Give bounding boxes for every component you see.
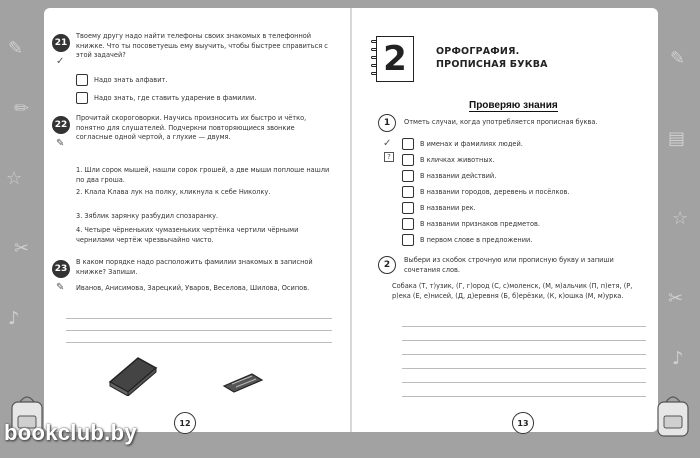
option-row[interactable] bbox=[402, 218, 540, 230]
exercise-number: 23 bbox=[52, 260, 70, 278]
option-row[interactable] bbox=[402, 138, 523, 150]
tongue-twister-item: 2. Клала Клава лук на полку, кликнула к себе Николку. bbox=[76, 188, 271, 196]
section-title-line: ОРФОГРАФИЯ. bbox=[436, 46, 520, 57]
exercise-2-text: Выбери из скобок строчную или прописную букву и запиши сочетания слов. bbox=[404, 256, 614, 274]
notebook-illustration bbox=[104, 352, 160, 396]
option-label: В первом слове в предложении. bbox=[420, 236, 533, 244]
option-row[interactable] bbox=[402, 234, 532, 246]
writing-line[interactable] bbox=[402, 396, 646, 397]
option-label: Надо знать, где ставить ударение в фамилии. bbox=[94, 94, 257, 102]
option-label: В названии действий. bbox=[420, 172, 497, 180]
names-list: Иванов, Анисимова, Зарецкий, Уваров, Веселова, Шилова, Осипов. bbox=[76, 284, 310, 292]
answer-checkbox[interactable] bbox=[402, 234, 414, 246]
option-label: В названии признаков предметов. bbox=[420, 220, 541, 228]
writing-line[interactable] bbox=[402, 340, 646, 341]
option-row[interactable] bbox=[402, 202, 476, 214]
exercise-1 bbox=[378, 114, 396, 132]
watermark: bookclub.by bbox=[4, 420, 137, 445]
exercise-22-text: Прочитай скороговорки. Научись произносить их быстро и чётко, понятно для слушателей. Подчеркни повторяющиеся звонкие согласные одной чертой, а глухие — двумя. bbox=[76, 114, 307, 141]
pencil-icon: ✎ bbox=[56, 138, 65, 149]
page-heading: Проверяю знания bbox=[469, 100, 558, 111]
tongue-twister-item: 3. Зяблик зарянку разбудил спозаранку. bbox=[76, 212, 219, 220]
option-label: В названии городов, деревень и посёлков. bbox=[420, 188, 570, 196]
exercise-2 bbox=[378, 256, 396, 274]
exercise-number: 1 bbox=[378, 114, 396, 132]
exercise-2-content: Собака (Т, т)узик, (Г, г)ород (С, с)моленск, (М, м)альчик (П, п)етя, (Р, р)ека (Е, е)нисей, (Д, д)еревня (Б, б)ерёзки, (К, к)ошка (М, м)урка. bbox=[392, 282, 633, 300]
section-title bbox=[436, 45, 548, 71]
pencil-doodle-icon: ✎ bbox=[8, 38, 24, 59]
checkmark-icon: ✓ bbox=[56, 56, 65, 67]
option-label: Надо знать алфавит. bbox=[94, 76, 168, 84]
star-doodle-icon: ☆ bbox=[6, 168, 23, 189]
clip-doodle-icon: ✂ bbox=[14, 238, 30, 259]
option-row[interactable] bbox=[76, 74, 167, 86]
pencil-doodle-icon: ✎ bbox=[670, 48, 686, 69]
answer-checkbox[interactable] bbox=[402, 138, 414, 150]
question-mark-icon: ? bbox=[384, 152, 394, 162]
ruler-doodle-icon: ✏ bbox=[14, 98, 30, 119]
answer-checkbox[interactable] bbox=[402, 202, 414, 214]
checkmark-icon: ✓ bbox=[383, 138, 392, 149]
option-row[interactable] bbox=[402, 186, 570, 198]
option-row[interactable] bbox=[402, 154, 495, 166]
exercise-number: 22 bbox=[52, 116, 70, 134]
option-label: В кличках животных. bbox=[420, 156, 495, 164]
note-doodle-icon: ♪ bbox=[672, 348, 684, 369]
chapter-number: 2 bbox=[376, 36, 414, 82]
book-spine bbox=[350, 8, 352, 432]
writing-line[interactable] bbox=[402, 368, 646, 369]
writing-line[interactable] bbox=[402, 382, 646, 383]
writing-line[interactable] bbox=[66, 318, 332, 319]
answer-checkbox[interactable] bbox=[402, 154, 414, 166]
page-number-right: 13 bbox=[512, 412, 534, 434]
answer-checkbox[interactable] bbox=[76, 74, 88, 86]
exercise-22 bbox=[52, 116, 70, 134]
writing-line[interactable] bbox=[66, 342, 332, 343]
exercise-number: 2 bbox=[378, 256, 396, 274]
exercise-1-text: Отметь случаи, когда употребляется прописная буква. bbox=[404, 118, 598, 126]
pencil-icon: ✎ bbox=[56, 282, 65, 293]
phone-illustration bbox=[220, 370, 266, 396]
writing-line[interactable] bbox=[66, 330, 332, 331]
answer-checkbox[interactable] bbox=[402, 218, 414, 230]
exercise-number: 21 bbox=[52, 34, 70, 52]
exercise-23 bbox=[52, 260, 70, 278]
answer-checkbox[interactable] bbox=[402, 170, 414, 182]
page-number-left: 12 bbox=[174, 412, 196, 434]
writing-line[interactable] bbox=[402, 354, 646, 355]
writing-line[interactable] bbox=[402, 326, 646, 327]
exercise-21-text: Твоему другу надо найти телефоны своих знакомых в телефонной книжке. Что ты посоветуешь ему выучить, чтобы быстрее справиться с этой задачей? bbox=[76, 32, 328, 59]
answer-checkbox[interactable] bbox=[76, 92, 88, 104]
section-title-line: ПРОПИСНАЯ БУКВА bbox=[436, 59, 548, 70]
tongue-twister-item: 1. Шли сорок мышей, нашли сорок грошей, а две мыши поплоше нашли по два гроша. bbox=[76, 166, 330, 184]
book-doodle-icon: ▤ bbox=[668, 128, 686, 149]
exercise-21 bbox=[52, 34, 70, 52]
star-doodle-icon: ☆ bbox=[672, 208, 689, 229]
backpack-illustration bbox=[652, 392, 696, 442]
exercise-23-text: В каком порядке надо расположить фамилии знакомых в записной книжке? Запиши. bbox=[76, 258, 313, 276]
option-label: В названии рек. bbox=[420, 204, 476, 212]
option-row[interactable] bbox=[76, 92, 256, 104]
note-doodle-icon: ♪ bbox=[8, 308, 20, 329]
option-row[interactable] bbox=[402, 170, 496, 182]
tongue-twister-item: 4. Четыре чёрненьких чумазеньких чертёнка чертили чёрными чернилами чертёж чрезвычайно чисто. bbox=[76, 226, 299, 244]
answer-checkbox[interactable] bbox=[402, 186, 414, 198]
scissors-doodle-icon: ✂ bbox=[668, 288, 684, 309]
option-label: В именах и фамилиях людей. bbox=[420, 140, 523, 148]
